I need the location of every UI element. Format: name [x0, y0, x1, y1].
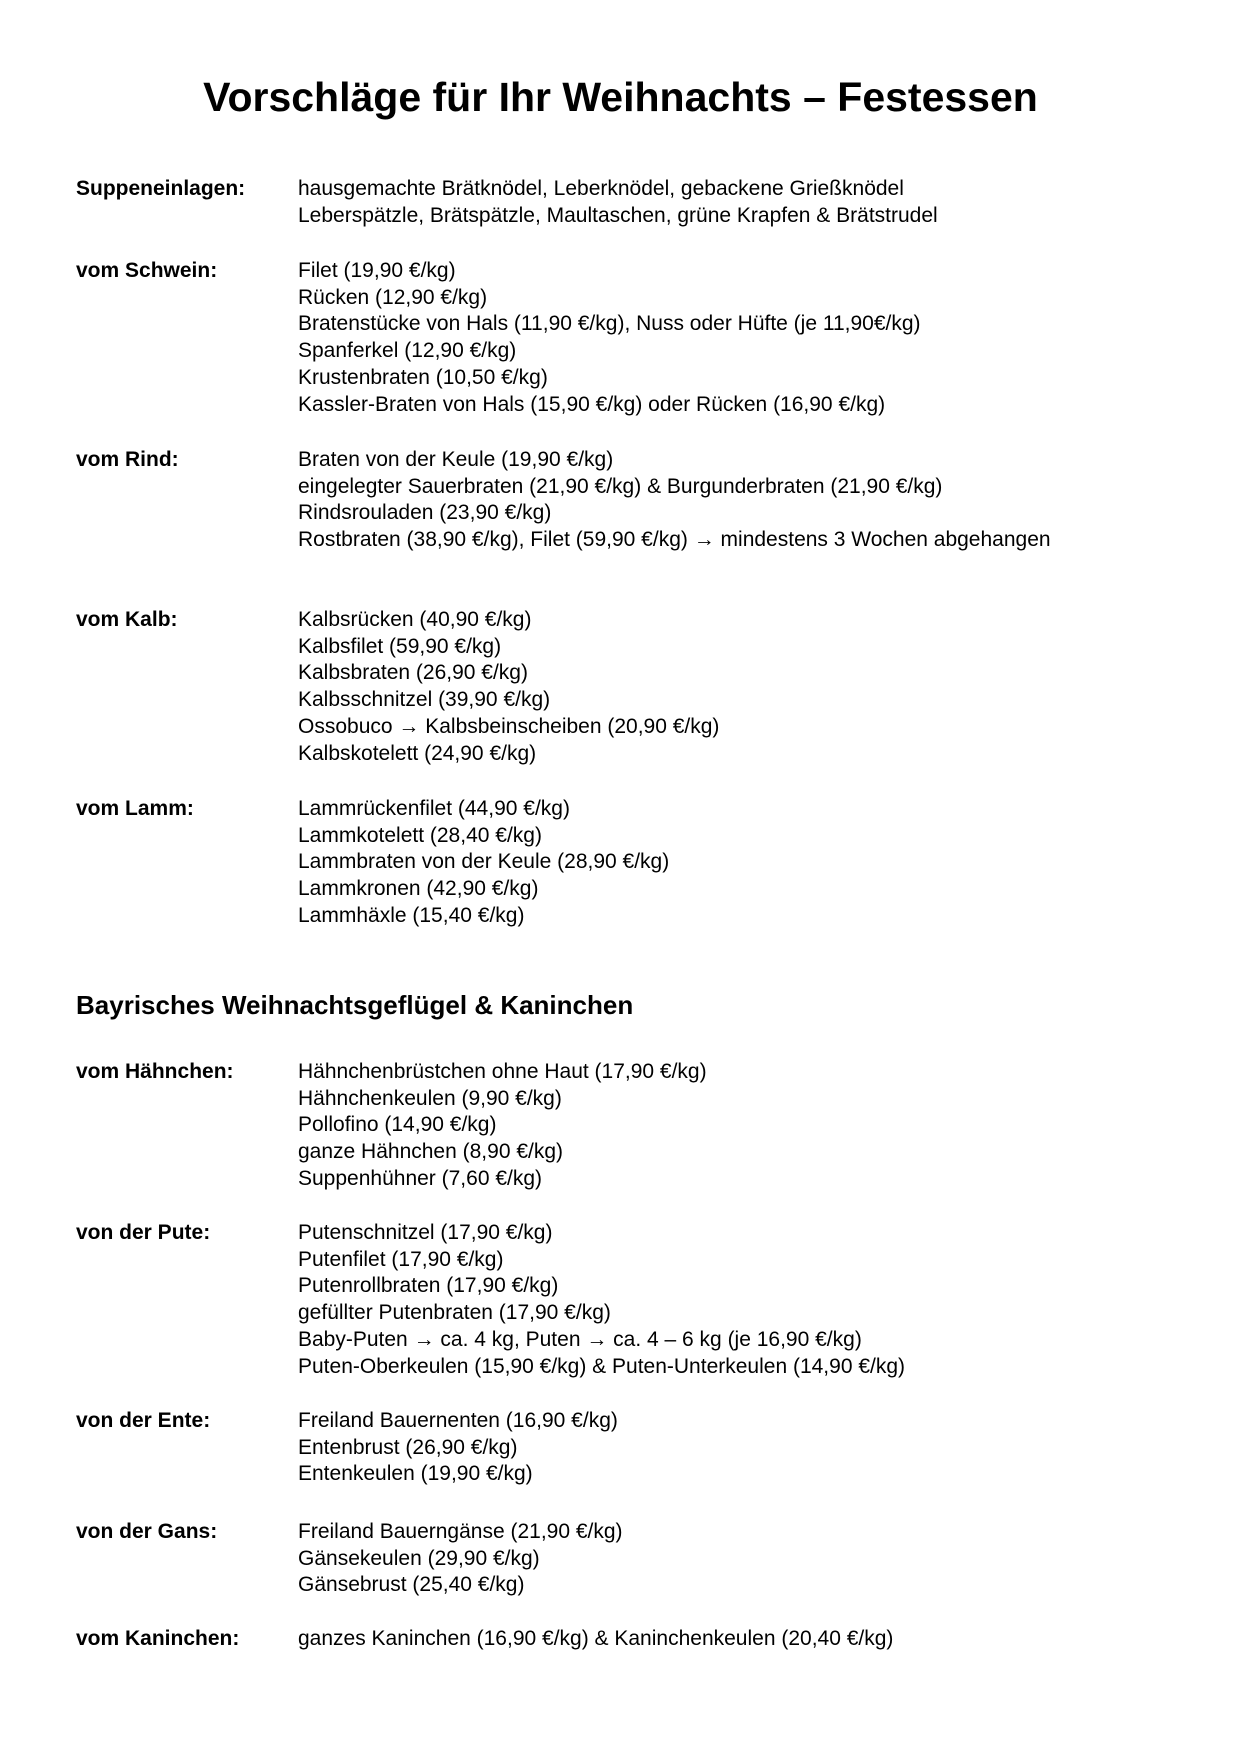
- category-label: vom Schwein:: [76, 259, 218, 282]
- category-group: [76, 607, 1196, 767]
- item-list: [298, 1220, 1196, 1380]
- item-list: [298, 607, 1196, 767]
- menu-item: Kalbsfilet (59,90 €/kg): [298, 634, 502, 658]
- menu-item: Spanferkel (12,90 €/kg): [298, 339, 517, 363]
- menu-item: Freiland Bauerngänse (21,90 €/kg): [298, 1520, 623, 1543]
- category-group: [76, 258, 1196, 418]
- item-list: [298, 796, 1196, 930]
- menu-item: Lammkronen (42,90 €/kg): [298, 877, 539, 901]
- menu-item: Braten von der Keule (19,90 €/kg): [298, 448, 614, 471]
- menu-item: Hähnchenbrüstchen ohne Haut (17,90 €/kg): [298, 1060, 707, 1083]
- category-label: vom Hähnchen:: [76, 1060, 234, 1083]
- category-group: [76, 176, 1196, 229]
- item-list: [298, 258, 1196, 418]
- category-label: Suppeneinlagen:: [76, 177, 246, 200]
- menu-item: Putenrollbraten (17,90 €/kg): [298, 1274, 559, 1298]
- menu-item: hausgemachte Brätknödel, Leberknödel, gebackene Grießknödel: [298, 177, 904, 200]
- menu-item: Hähnchenkeulen (9,90 €/kg): [298, 1086, 562, 1110]
- category-group: [76, 1408, 1196, 1488]
- category-label: von der Ente:: [76, 1409, 211, 1432]
- category-label: von der Gans:: [76, 1520, 218, 1543]
- menu-item: ganzes Kaninchen (16,90 €/kg) & Kaninchenkeulen (20,40 €/kg): [298, 1627, 894, 1650]
- menu-item: Leberspätzle, Brätspätzle, Maultaschen, grüne Krapfen & Brätstrudel: [298, 203, 938, 227]
- category-group: [76, 447, 1196, 554]
- category-label: vom Lamm:: [76, 797, 194, 820]
- menu-item: Pollofino (14,90 €/kg): [298, 1113, 497, 1137]
- category-group: [76, 1220, 1196, 1380]
- menu-item: Entenbrust (26,90 €/kg): [298, 1435, 518, 1459]
- menu-item: Putenschnitzel (17,90 €/kg): [298, 1221, 553, 1244]
- menu-item: Suppenhühner (7,60 €/kg): [298, 1166, 543, 1190]
- category-label: von der Pute:: [76, 1221, 211, 1244]
- menu-item: Krustenbraten (10,50 €/kg): [298, 365, 548, 389]
- menu-item: Lammbraten von der Keule (28,90 €/kg): [298, 850, 670, 874]
- menu-item: Kalbsrücken (40,90 €/kg): [298, 608, 532, 631]
- category-label: vom Kaninchen:: [76, 1627, 240, 1650]
- menu-item: Freiland Bauernenten (16,90 €/kg): [298, 1409, 618, 1432]
- item-list: [298, 1059, 1196, 1193]
- item-list: [298, 176, 1196, 229]
- menu-item: Gänsekeulen (29,90 €/kg): [298, 1546, 540, 1570]
- menu-item: Kalbsschnitzel (39,90 €/kg): [298, 688, 551, 712]
- menu-item: Entenkeulen (19,90 €/kg): [298, 1462, 533, 1486]
- menu-item: Bratenstücke von Hals (11,90 €/kg), Nuss oder Hüfte (je 11,90€/kg): [298, 312, 921, 336]
- menu-item: Kassler-Braten von Hals (15,90 €/kg) oder Rücken (16,90 €/kg): [298, 392, 886, 416]
- category-label: vom Kalb:: [76, 608, 178, 631]
- menu-item: Baby-Puten → ca. 4 kg, Puten → ca. 4 – 6 kg (je 16,90 €/kg): [298, 1327, 862, 1351]
- category-group: [76, 796, 1196, 930]
- menu-item: Rostbraten (38,90 €/kg), Filet (59,90 €/kg) → mindestens 3 Wochen abgehangen: [298, 528, 1051, 552]
- menu-item: Kalbsbraten (26,90 €/kg): [298, 661, 528, 685]
- item-list: [298, 1408, 1196, 1488]
- menu-item: Lammkotelett (28,40 €/kg): [298, 823, 542, 847]
- item-list: [298, 1626, 1196, 1653]
- page-title: Vorschläge für Ihr Weihnachts – Festessen: [203, 74, 1038, 120]
- menu-item: Filet (19,90 €/kg): [298, 259, 456, 282]
- category-group: [76, 1626, 1196, 1653]
- menu-item: Gänsebrust (25,40 €/kg): [298, 1573, 525, 1597]
- menu-item: Rücken (12,90 €/kg): [298, 285, 488, 309]
- category-label: vom Rind:: [76, 448, 179, 471]
- menu-item: Lammhäxle (15,40 €/kg): [298, 903, 525, 927]
- poultry-section-heading: Bayrisches Weihnachtsgeflügel & Kaninchen: [76, 990, 634, 1020]
- menu-item: eingelegter Sauerbraten (21,90 €/kg) & Burgunderbraten (21,90 €/kg): [298, 474, 943, 498]
- menu-item: Puten-Oberkeulen (15,90 €/kg) & Puten-Unterkeulen (14,90 €/kg): [298, 1354, 906, 1378]
- item-list: [298, 447, 1196, 554]
- category-group: [76, 1059, 1196, 1193]
- item-list: [298, 1519, 1196, 1599]
- menu-item: Ossobuco → Kalbsbeinscheiben (20,90 €/kg): [298, 714, 720, 738]
- menu-item: gefüllter Putenbraten (17,90 €/kg): [298, 1301, 611, 1325]
- menu-item: Lammrückenfilet (44,90 €/kg): [298, 797, 570, 820]
- category-group: [76, 1519, 1196, 1599]
- menu-item: Kalbskotelett (24,90 €/kg): [298, 741, 537, 765]
- menu-item: ganze Hähnchen (8,90 €/kg): [298, 1140, 564, 1164]
- menu-item: Putenfilet (17,90 €/kg): [298, 1247, 504, 1271]
- menu-item: Rindsrouladen (23,90 €/kg): [298, 501, 552, 525]
